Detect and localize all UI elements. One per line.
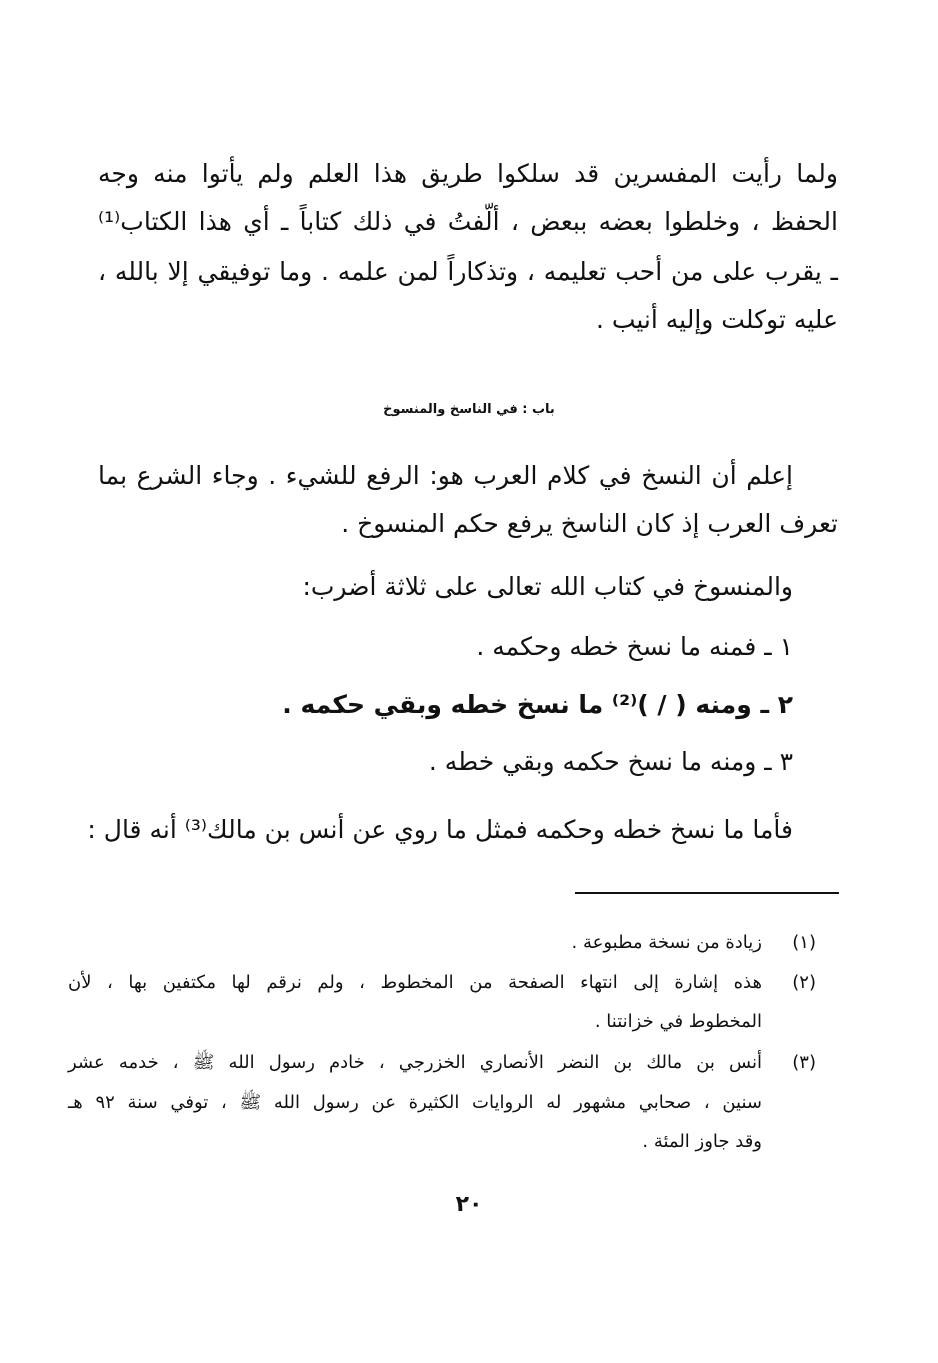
- footnote-3-line-1: أنس بن مالك بن النضر الأنصاري الخزرجي ، خادم رسول الله ﷺ ، خدمه عشر: [68, 1052, 762, 1073]
- intro-line-3: ـ يقرب على من أحب تعليمه ، وتذكاراً لمن علمه . وما توفيقي إلا بالله ،: [98, 257, 838, 286]
- definition-line-1: إعلم أن النسخ في كلام العرب هو: الرفع للشيء . وجاء الشرع بما: [98, 461, 793, 490]
- type-item-3: ٣ ـ ومنه ما نسخ حكمه وبقي خطه .: [428, 747, 793, 776]
- footnote-2-line-2: المخطوط في خزانتنا .: [594, 1011, 762, 1032]
- footnote-2-line-1: هذه إشارة إلى انتهاء الصفحة من المخطوط ، ولم نرقم لها مكتفين بها ، لأن: [68, 972, 762, 993]
- definition-line-2: تعرف العرب إذ كان الناسخ يرفع حكم المنسوخ .: [341, 509, 838, 538]
- footnote-divider: [575, 892, 839, 894]
- footnote-3-line-3: وقد جاوز المئة .: [642, 1131, 762, 1152]
- intro-line-2: الحفظ ، وخلطوا بعضه ببعض ، ألّفتُ في ذلك كتاباً ـ أي هذا الكتاب⁽¹⁾: [98, 207, 838, 236]
- closing-line: فأما ما نسخ خطه وحكمه فمثل ما روي عن أنس بن مالك⁽³⁾ أنه قال :: [87, 815, 793, 844]
- footnote-1-line-1: زيادة من نسخة مطبوعة .: [571, 932, 762, 953]
- types-intro: والمنسوخ في كتاب الله تعالى على ثلاثة أضرب:: [302, 572, 793, 601]
- intro-line-1: ولما رأيت المفسرين قد سلكوا طريق هذا العلم ولم يأتوا منه وجه: [98, 159, 838, 188]
- page-number: ٢٠: [455, 1192, 483, 1217]
- type-item-1: ١ ـ فمنه ما نسخ خطه وحكمه .: [476, 632, 793, 661]
- footnote-3-number: (٣): [792, 1052, 816, 1073]
- footnote-2-number: (٢): [792, 972, 816, 993]
- section-heading: باب : في الناسخ والمنسوخ: [383, 402, 555, 417]
- intro-line-4: عليه توكلت وإليه أنيب .: [595, 305, 838, 334]
- footnote-1-number: (١): [792, 932, 816, 953]
- footnote-3-line-2: سنين ، صحابي مشهور له الروايات الكثيرة عن رسول الله ﷺ ، توفي سنة ٩٢ هـ: [68, 1092, 762, 1113]
- type-item-2: ٢ ـ ومنه ( / )⁽²⁾ ما نسخ خطه وبقي حكمه .: [282, 690, 793, 719]
